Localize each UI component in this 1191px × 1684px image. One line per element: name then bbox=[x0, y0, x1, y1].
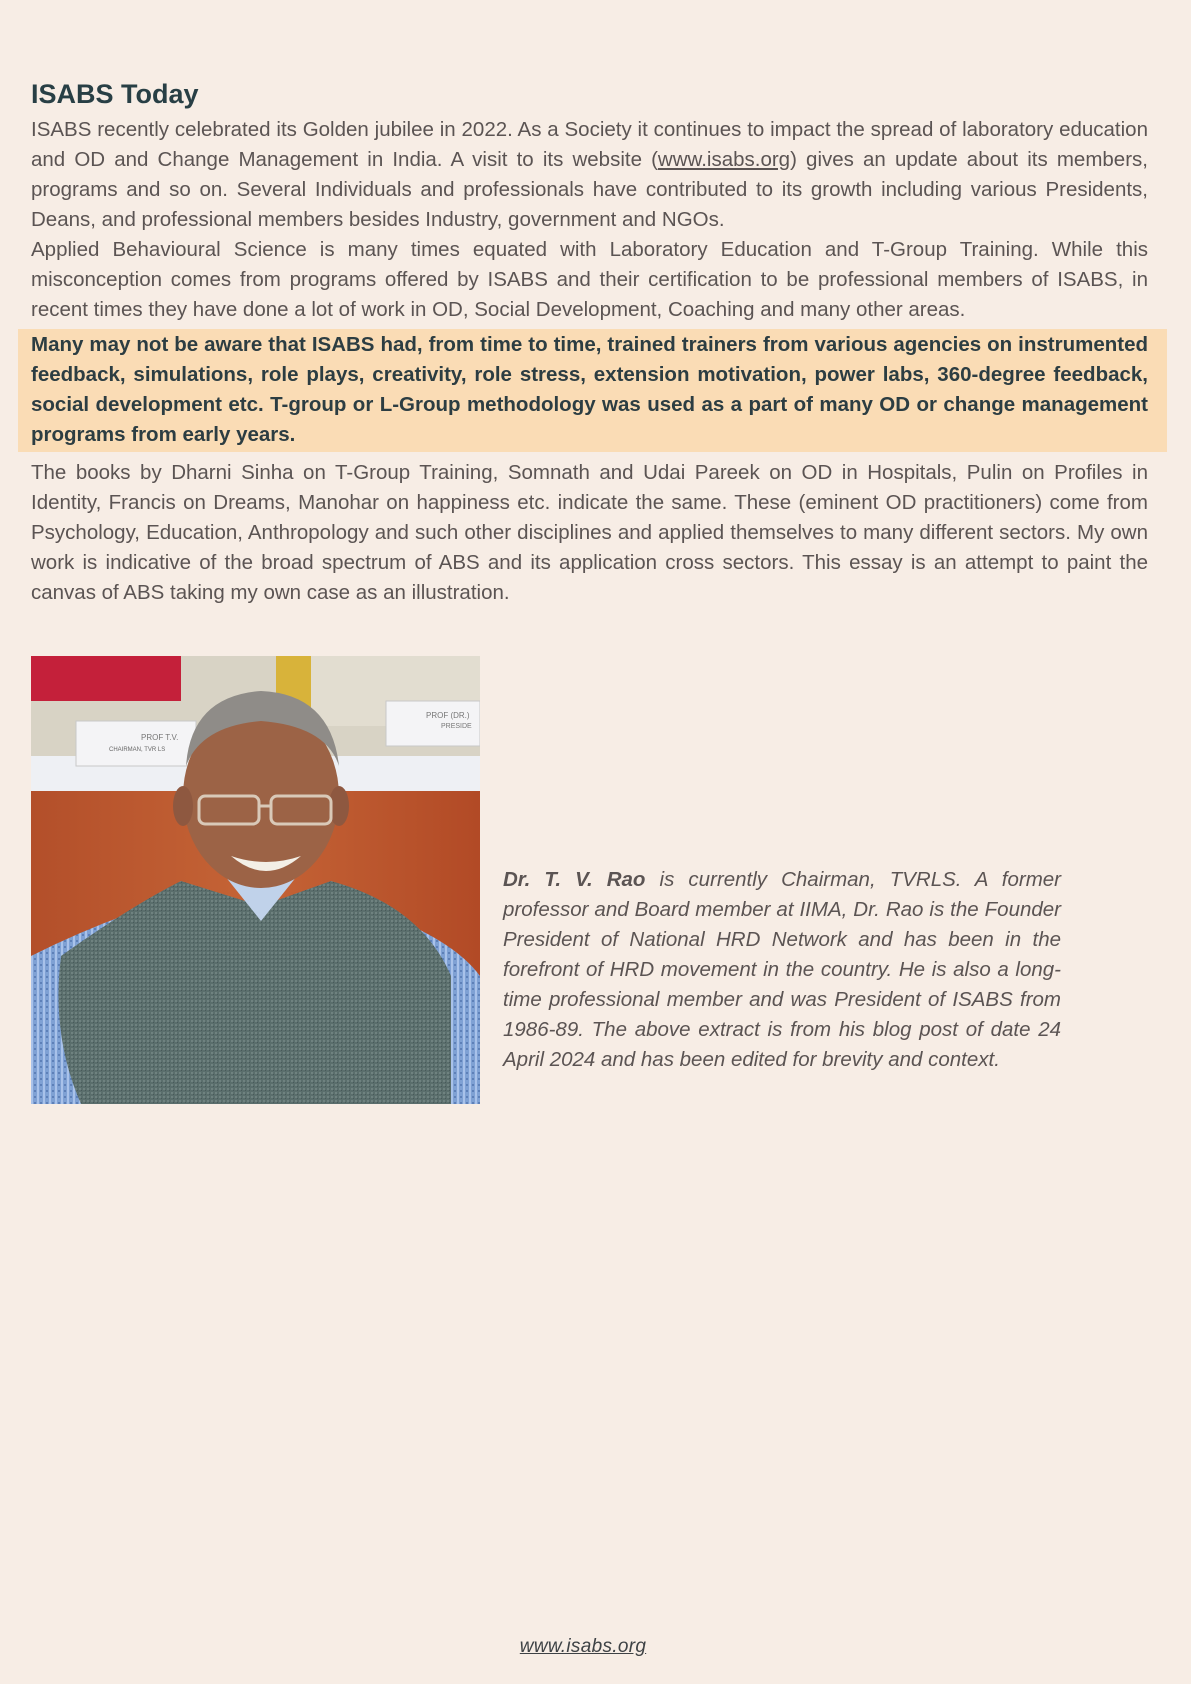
paragraph-text: ) gives an update about its members, programs and so on. Several Individuals and professionals have contributed to its growth including various Presidents, Deans, and professional members besides Industry, government and NGOs. bbox=[31, 148, 1148, 231]
highlight-callout bbox=[18, 329, 1167, 452]
name-plate-left: PROF T.V. bbox=[141, 733, 179, 742]
paragraph-books: The books by Dharni Sinha on T-Group Training, Somnath and Udai Pareek on OD in Hospitals, Pulin on Profiles in Identity, Francis on Dreams, Manohar on happiness etc. indicate the same. These (eminent OD practitioners) come from Psychology, Education, Anthropology and such other disciplines and applied themselves to many different sectors. My own work is indicative of the broad spectrum of ABS and its application cross sectors. This essay is an attempt to paint the canvas of ABS taking my own case as an illustration. bbox=[31, 461, 1148, 604]
author-photo bbox=[31, 656, 480, 1104]
red-chair-shape bbox=[31, 656, 181, 701]
paragraph-golden-jubilee bbox=[31, 115, 1148, 235]
author-bio-text: is currently Chairman, TVRLS. A former professor and Board member at IIMA, Dr. Rao is the Founder President of National HRD Network and has been in the forefront of HRD movement in the country. He is also a long-time professional member and was President of ISABS from 1986-89. The above extract is from his blog post of date 24 April 2024 and has been edited for brevity and context. bbox=[503, 868, 1061, 1071]
highlight-text: Many may not be aware that ISABS had, from time to time, trained trainers from various agencies on instrumented feedback, simulations, role plays, creativity, role stress, extension motivation, power labs, 360-degree feedback, social development etc. T-group or L-Group methodology was used as a part of many OD or change management programs from early years. bbox=[31, 333, 1148, 446]
paragraph-text: ISABS recently celebrated its Golden jubilee in 2022. As a Society it continues to impact the spread of laboratory education and OD and Change Management in India. A visit to its website ( bbox=[31, 118, 1148, 171]
isabs-website-link[interactable]: www.isabs.org bbox=[657, 148, 791, 171]
paragraph-applied-behavioural-science: Applied Behavioural Science is many times equated with Laboratory Education and T-Group Training. While this misconception comes from programs offered by ISABS and their certification to be professional members of ISABS, in recent times they have done a lot of work in OD, Social Development, Coaching and many other areas. bbox=[31, 238, 1148, 321]
name-plate-left-sub: CHAIRMAN, TVR LS bbox=[109, 747, 166, 753]
footer-website-link[interactable]: www.isabs.org bbox=[519, 1636, 647, 1657]
name-plate-right-sub: PRESIDE bbox=[441, 723, 472, 730]
author-bio bbox=[503, 865, 1061, 1075]
name-plate-right: PROF (DR.) bbox=[426, 711, 470, 720]
section-title: ISABS Today bbox=[31, 79, 199, 109]
author-name: Dr. T. V. Rao bbox=[503, 868, 646, 891]
author-photo-illustration bbox=[31, 656, 480, 1104]
